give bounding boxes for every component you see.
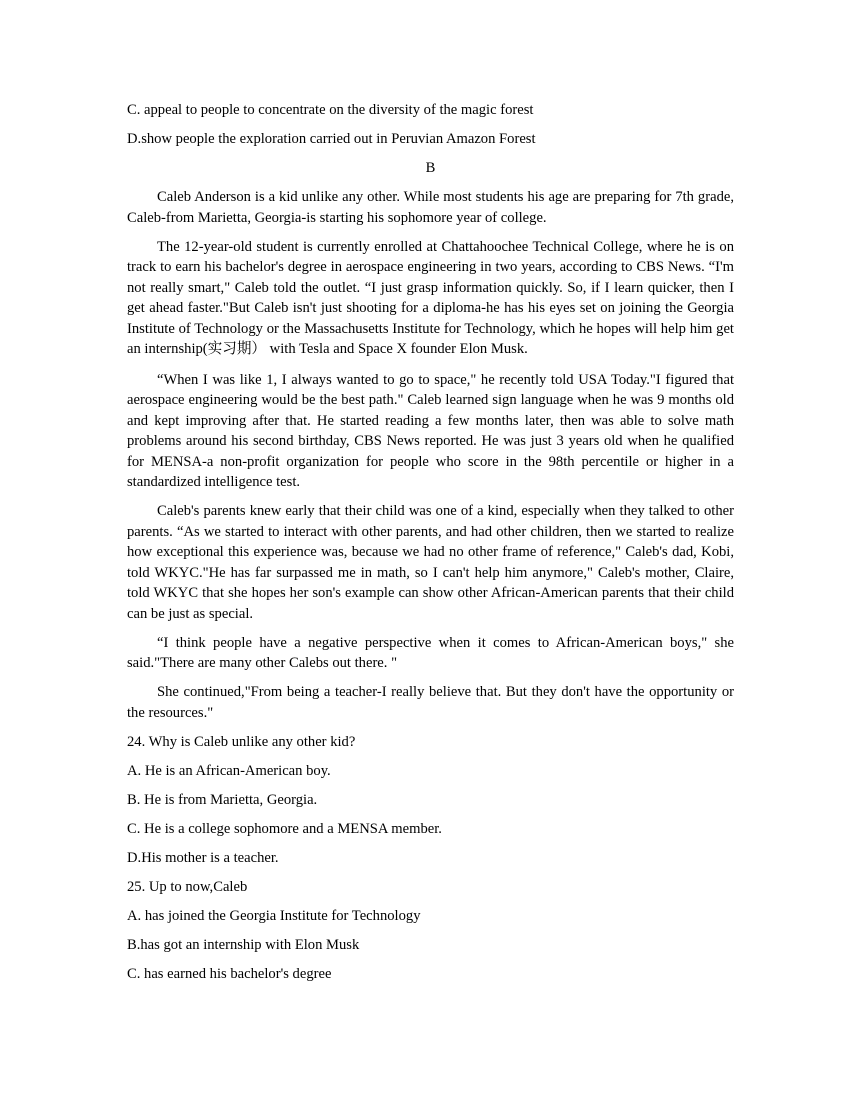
question-25-stem: 25. Up to now,Caleb: [127, 878, 248, 895]
question-24-option-c: C. He is a college sophomore and a MENSA member.: [127, 820, 442, 837]
question-24-stem: 24. Why is Caleb unlike any other kid?: [127, 733, 356, 750]
question-24-option-b: B. He is from Marietta, Georgia.: [127, 791, 318, 808]
question-24-option-d: D.His mother is a teacher.: [127, 849, 279, 866]
paragraph-perspective: “I think people have a negative perspective when it comes to African-American boys," she said."There are many other Calebs out there. ": [127, 634, 734, 671]
previous-option-c: C. appeal to people to concentrate on the diversity of the magic forest: [127, 102, 534, 118]
paragraph-space: “When I was like 1, I always wanted to go to space," he recently told USA Today."I figured that aerospace engineering would be the best path." Caleb learned sign language when he was 9 months old and kept improving after that. He started reading a few months later, then was able to solve math problems around his second birthday, CBS News reported. He was just 3 years old when he qualified for MENSA-a non-profit organization for people who score in the 98th percentile or higher in a standardized intelligence test.: [127, 371, 734, 490]
question-25-option-b: B.has got an internship with Elon Musk: [127, 936, 360, 953]
question-25-option-c: C. has earned his bachelor's degree: [127, 965, 332, 982]
paragraph-teacher: She continued,"From being a teacher-I really believe that. But they don't have the opportunity or the resources.": [127, 684, 734, 721]
paragraph-parents: Caleb's parents knew early that their child was one of a kind, especially when they talked to other parents. “As we started to interact with other parents, and had other children, then we started to realize how exceptional this experience was, because we had no other frame of reference," Caleb's dad, Kobi, told WKYC."He has far surpassed me in math, so I can't help him anymore," Caleb's mother, Claire, told WKYC that she hopes her son's example can show other African-American parents that their child can be just as special.: [127, 503, 734, 622]
question-24-option-a: A. He is an African-American boy.: [127, 762, 331, 779]
paragraph-college: The 12-year-old student is currently enrolled at Chattahoochee Technical College, where he is on track to earn his bachelor's degree in aerospace engineering in two years, according to CBS News. “I'm not really smart," Caleb told the outlet. “I just grasp information quickly. So, if I learn quicker, then I get ahead faster."But Caleb isn't just shooting for a diploma-he has his eyes set on joining the Georgia Institute of Technology or the Massachusetts Institute for Technology, which he hopes will help him get an internship(实习期） with Tesla and Space X founder Elon Musk.: [127, 238, 734, 357]
paragraph-intro: Caleb Anderson is a kid unlike any other. While most students his age are preparing for 7th grade, Caleb-from Marietta, Georgia-is starting his sophomore year of college.: [127, 189, 734, 226]
previous-option-d: D.show people the exploration carried out in Peruvian Amazon Forest: [127, 131, 536, 147]
question-25-option-a: A. has joined the Georgia Institute for Technology: [127, 907, 421, 924]
document-page: [127, 100, 734, 993]
section-heading: B: [425, 160, 436, 176]
